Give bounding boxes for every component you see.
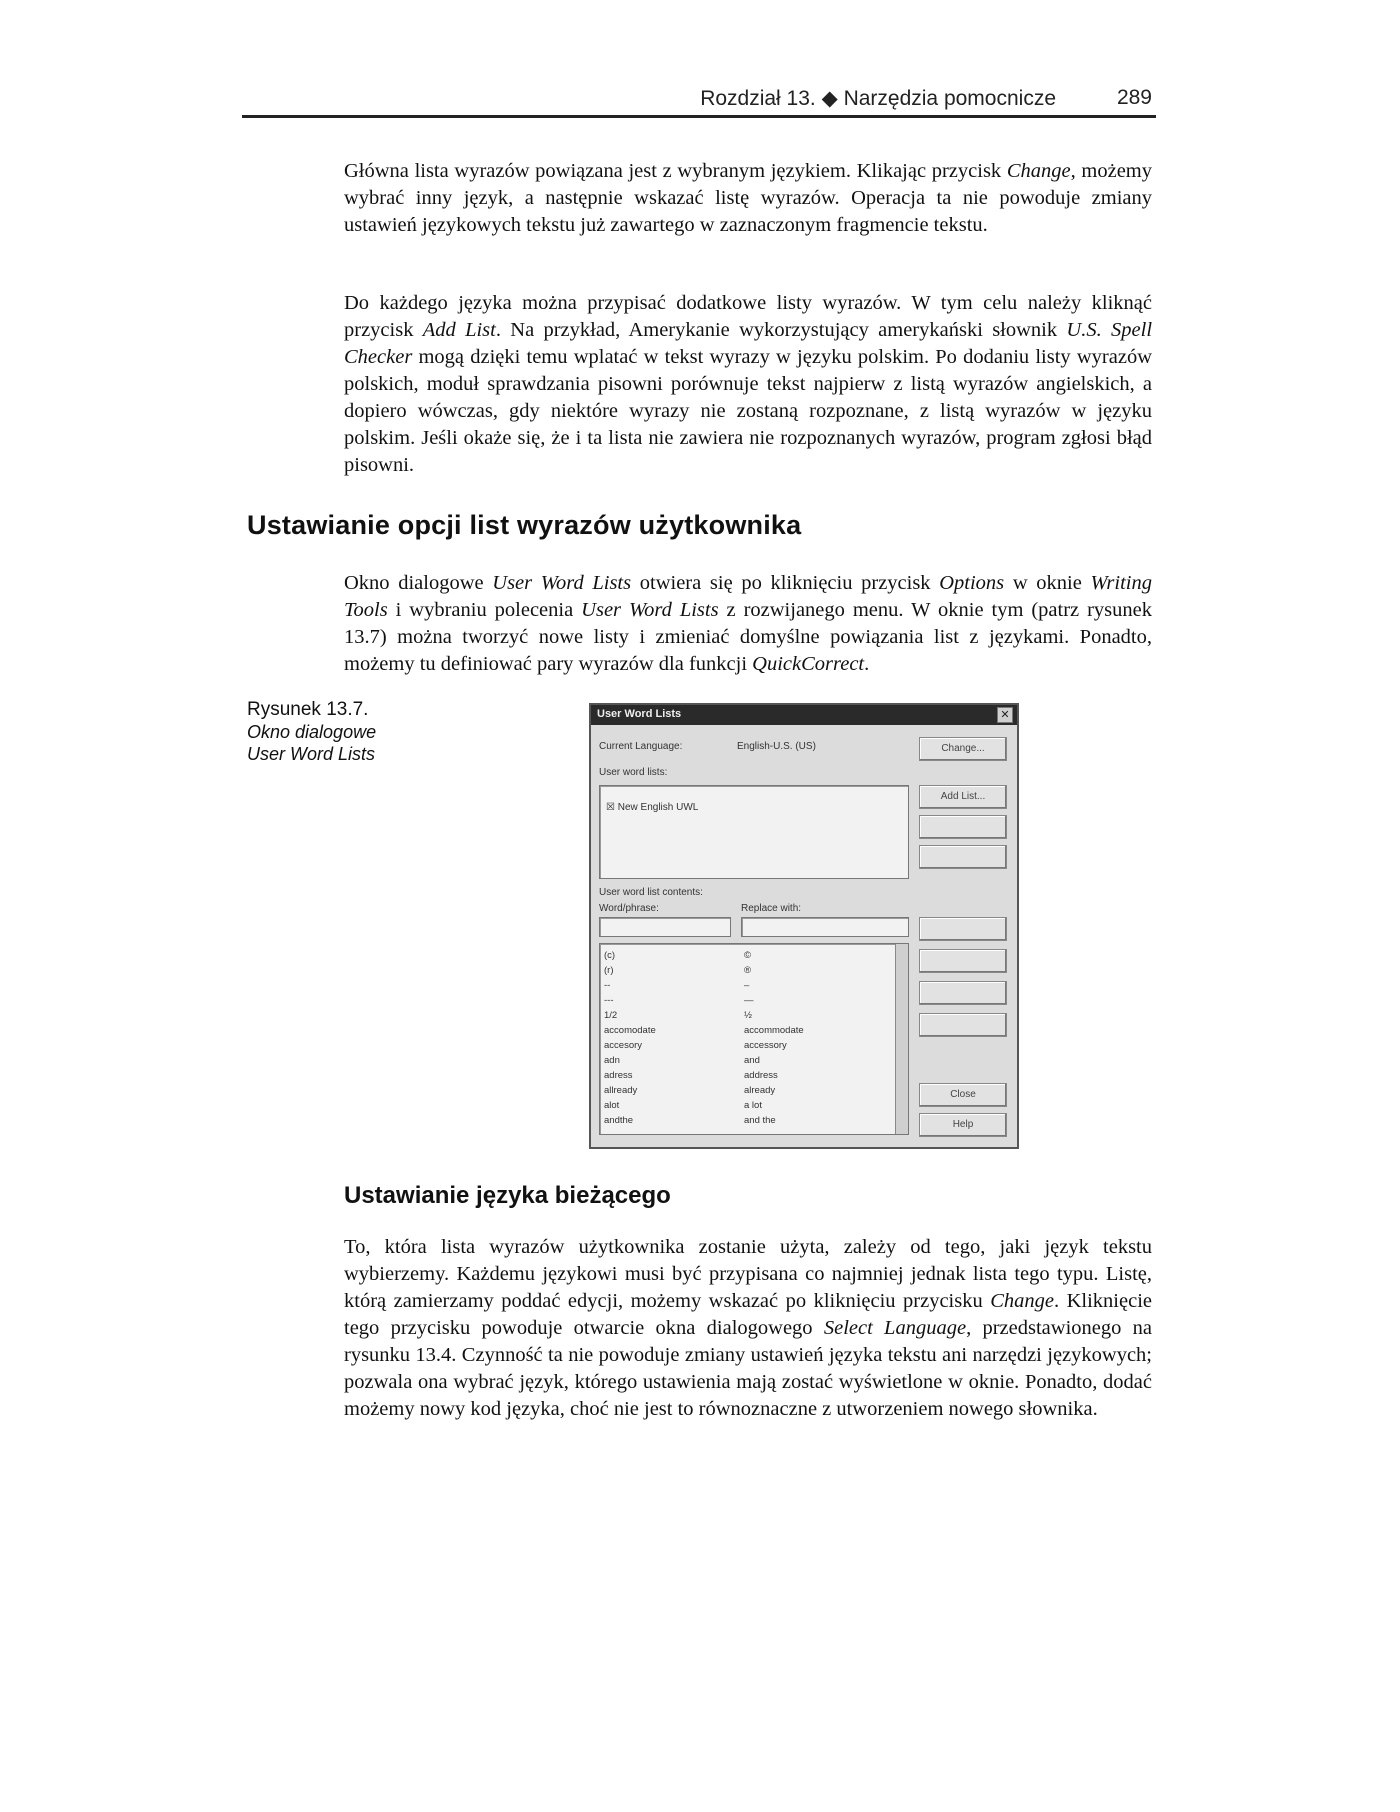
figure-number: Rysunek 13.7.: [247, 699, 369, 720]
entry-replacement: ½: [744, 1010, 752, 1021]
word-list-item[interactable]: ☒ New English UWL: [606, 802, 699, 813]
subsection-heading: Ustawianie języka bieżącego: [344, 1182, 671, 1209]
entry-replacement: –: [744, 980, 750, 991]
list-item[interactable]: [604, 1025, 894, 1038]
italic-term: User Word Lists: [492, 572, 632, 594]
chapter-title: Rozdział 13. ◆ Narzędzia pomocnicze: [700, 87, 1056, 110]
entry-action-button-2[interactable]: [919, 949, 1007, 973]
running-header: [242, 82, 1156, 118]
paragraph-3: [344, 570, 1152, 678]
close-button[interactable]: Close: [919, 1083, 1007, 1107]
italic-term: U.S. Spell Checker: [344, 319, 1153, 368]
list-item[interactable]: [604, 1100, 894, 1113]
paragraph-4: [344, 1234, 1152, 1423]
entry-word: accomodate: [604, 1025, 656, 1036]
text-run: . Na przykład, Amerykanie wykorzystujący amerykański słownik: [495, 319, 1067, 341]
entry-replacement: accessory: [744, 1040, 787, 1051]
entry-action-button-1[interactable]: [919, 917, 1007, 941]
entry-word: (r): [604, 965, 614, 976]
current-language-label: Current Language:: [599, 741, 683, 752]
entry-word: alot: [604, 1100, 620, 1111]
italic-term: Change: [990, 1290, 1054, 1312]
text-run: Okno dialogowe: [344, 572, 493, 594]
entry-word: adn: [604, 1055, 620, 1066]
dialog-titlebar: [591, 705, 1017, 725]
entries-scrollbar[interactable]: [895, 944, 908, 1134]
figure-title-line2: User Word Lists: [247, 744, 376, 764]
close-icon[interactable]: ✕: [997, 707, 1013, 723]
entry-replacement: already: [744, 1085, 776, 1096]
entries-list[interactable]: [599, 943, 909, 1135]
text-run: Główna lista wyrazów powiązana jest z wybranym językiem. Klikając przycisk: [344, 160, 1007, 182]
entry-word: --: [604, 980, 611, 991]
add-list-button[interactable]: Add List...: [919, 785, 1007, 809]
list-action-button-2[interactable]: [919, 815, 1007, 839]
entry-replacement: address: [744, 1070, 778, 1081]
entry-replacement: and: [744, 1055, 760, 1066]
word-lists-box[interactable]: [599, 785, 909, 879]
page-number: 289: [1116, 86, 1152, 109]
dialog-title: User Word Lists: [597, 708, 682, 720]
italic-term: QuickCorrect: [752, 653, 865, 675]
text-run: , możemy wybrać inny język, a następnie wskazać listę wyrazów. Operacja ta nie powoduje zmiany ustawień językowych tekstu już zawartego w zaznaczonym fragmencie tekstu.: [344, 160, 1152, 236]
entry-replacement: ®: [744, 965, 751, 976]
word-phrase-label: Word/phrase:: [599, 903, 659, 914]
italic-term: Change: [1006, 160, 1071, 182]
paragraph-1: [344, 158, 1152, 239]
figure-title-line1: Okno dialogowe: [247, 722, 377, 742]
replace-with-input[interactable]: [741, 917, 909, 937]
italic-term: User Word Lists: [581, 599, 719, 621]
help-button[interactable]: Help: [919, 1113, 1007, 1137]
list-item[interactable]: [604, 995, 894, 1008]
text-run: otwiera się po kliknięciu przycisk: [631, 572, 940, 594]
entry-replacement: ©: [744, 950, 751, 961]
entry-word: 1/2: [604, 1010, 618, 1021]
text-run: , przedstawionego na rysunku 13.4. Czynność ta nie powoduje zmiany ustawień języka tekstu ani narzędzi językowych; pozwala ona wybrać język, którego ustawienia mają zostać wyświetlone w oknie. Ponadto, dodać możemy nowy kod języka, choć nie jest to równoznaczne z utworzeniem nowego słownika.: [344, 1317, 1152, 1420]
list-item[interactable]: [604, 980, 894, 993]
entry-action-button-3[interactable]: [919, 981, 1007, 1005]
entry-word: accesory: [604, 1040, 643, 1051]
user-word-lists-dialog: [589, 703, 1019, 1149]
list-item[interactable]: [604, 1070, 894, 1083]
figure-caption: [247, 699, 376, 765]
list-item[interactable]: [604, 1055, 894, 1068]
entry-word: ---: [604, 995, 614, 1006]
list-item[interactable]: [604, 1085, 894, 1098]
entry-replacement: accommodate: [744, 1025, 804, 1036]
list-item[interactable]: [604, 965, 894, 978]
text-run: .: [864, 653, 870, 675]
entry-replacement: and the: [744, 1115, 776, 1126]
italic-term: Options: [939, 572, 1005, 594]
italic-term: Writing Tools: [344, 572, 1152, 621]
header-rule: [242, 115, 1156, 118]
list-item[interactable]: [604, 1040, 894, 1053]
section-heading: Ustawianie opcji list wyrazów użytkownika: [247, 510, 802, 540]
italic-term: Add List: [422, 319, 496, 341]
text-run: z rozwijanego menu. W oknie tym (patrz rysunek 13.7) można tworzyć nowe listy i zmieniać domyślne powiązania list z językami. Ponadto, możemy tu definiować pary wyrazów dla funkcji: [344, 599, 1152, 675]
entry-word: (c): [604, 950, 616, 961]
entry-replacement: —: [744, 995, 754, 1006]
change-button[interactable]: Change...: [919, 737, 1007, 761]
entry-word: adress: [604, 1070, 633, 1081]
word-phrase-input[interactable]: [599, 917, 731, 937]
list-item[interactable]: [604, 1010, 894, 1023]
user-word-lists-label: User word lists:: [599, 767, 668, 778]
entry-action-button-4[interactable]: [919, 1013, 1007, 1037]
list-item[interactable]: [604, 1115, 894, 1128]
entry-word: andthe: [604, 1115, 634, 1126]
replace-with-label: Replace with:: [741, 903, 802, 914]
text-run: i wybraniu polecenia: [387, 599, 582, 621]
text-run: To, która lista wyrazów użytkownika zostanie użyta, zależy od tego, jaki język tekstu wybierzemy. Każdemu językowi musi być przypisana co najmniej jednak lista tego typu. Listę, którą zamierzamy poddać edycji, możemy wskazać po kliknięciu przycisku: [344, 1236, 1152, 1312]
text-run: w oknie: [1004, 572, 1091, 594]
text-run: mogą dzięki temu wplatać w tekst wyrazy w języku polskim. Po dodaniu listy wyrazów polskich, moduł sprawdzania pisowni porównuje tekst najpierw z listą wyrazów angielskich, a dopiero wówczas, gdy niektóre wyrazy nie zostaną rozpoznane, z listą wyrazów w języku polskim. Jeśli okaże się, że i ta lista nie zawiera nie rozpoznanych wyrazów, program zgłosi błąd pisowni.: [344, 346, 1152, 476]
text-run: . Kliknięcie tego przycisku powoduje otwarcie okna dialogowego: [344, 1290, 1152, 1339]
list-item[interactable]: [604, 950, 894, 963]
entry-word: allready: [604, 1085, 638, 1096]
list-contents-label: User word list contents:: [599, 887, 703, 898]
italic-term: Select Language: [823, 1317, 967, 1339]
text-run: Do każdego języka można przypisać dodatkowe listy wyrazów. W tym celu należy kliknąć przycisk: [344, 292, 1152, 341]
paragraph-2: [344, 290, 1152, 479]
entry-replacement: a lot: [744, 1100, 762, 1111]
list-action-button-3[interactable]: [919, 845, 1007, 869]
current-language-value: English-U.S. (US): [737, 741, 816, 752]
